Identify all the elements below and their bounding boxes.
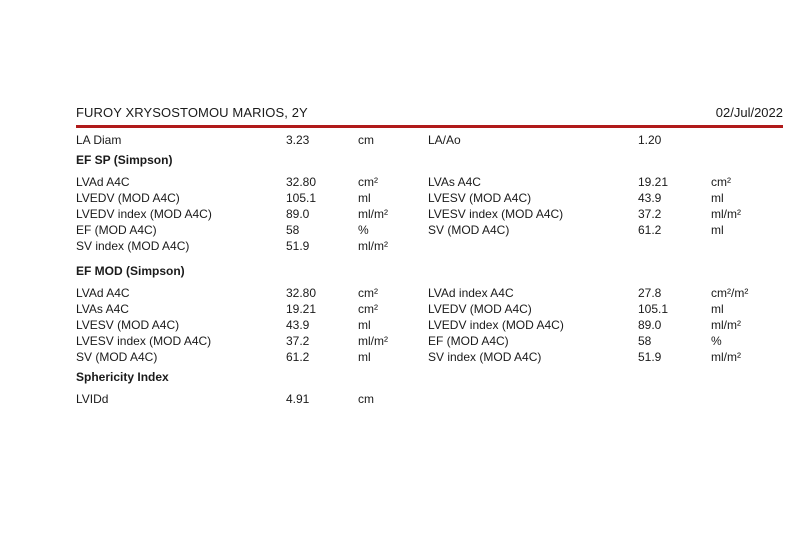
measurement-unit: ml/m² <box>711 350 741 364</box>
measurement-unit: ml/m² <box>358 239 388 253</box>
measurement-value: 37.2 <box>286 334 310 348</box>
measurement-unit: % <box>711 334 722 348</box>
measurement-label: LVESV index (MOD A4C) <box>76 334 212 348</box>
measurement-unit: cm²/m² <box>711 286 749 300</box>
measurement-label: EF (MOD A4C) <box>76 223 157 237</box>
measurement-label: LVAs A4C <box>76 302 129 316</box>
measurement-row <box>76 132 783 148</box>
measurement-unit: cm <box>358 133 374 147</box>
measurement-row <box>76 174 783 190</box>
measurement-label: LVIDd <box>76 392 109 406</box>
measurement-row <box>76 190 783 206</box>
measurement-value: 19.21 <box>286 302 317 316</box>
measurement-value: 89.0 <box>286 207 310 221</box>
measurement-row <box>76 285 783 301</box>
measurement-value: 3.23 <box>286 133 310 147</box>
measurement-unit: ml/m² <box>358 207 388 221</box>
measurements-table <box>76 132 783 407</box>
measurement-unit: cm <box>358 392 374 406</box>
measurement-unit: cm² <box>711 175 731 189</box>
measurement-unit: ml <box>711 191 724 205</box>
measurement-value: 105.1 <box>638 302 669 316</box>
measurement-label: LVESV index (MOD A4C) <box>428 207 564 221</box>
measurement-value: 1.20 <box>638 133 662 147</box>
measurement-row <box>76 333 783 349</box>
measurement-unit: cm² <box>358 286 378 300</box>
measurement-label: LVAs A4C <box>428 175 481 189</box>
section-title-sphericity: Sphericity Index <box>76 370 169 384</box>
measurement-value: 58 <box>286 223 300 237</box>
measurement-value: 43.9 <box>638 191 662 205</box>
measurement-value: 51.9 <box>638 350 662 364</box>
measurement-value: 61.2 <box>638 223 662 237</box>
measurement-unit: cm² <box>358 175 378 189</box>
measurement-value: 89.0 <box>638 318 662 332</box>
measurement-label: SV (MOD A4C) <box>76 350 158 364</box>
measurement-value: 32.80 <box>286 286 317 300</box>
measurement-row <box>76 238 783 254</box>
measurement-label: SV (MOD A4C) <box>428 223 510 237</box>
section-heading <box>76 148 783 169</box>
measurement-label: LVEDV (MOD A4C) <box>76 191 180 205</box>
measurement-unit: ml/m² <box>358 334 388 348</box>
measurement-row <box>76 222 783 238</box>
measurement-row <box>76 206 783 222</box>
measurement-label: LVESV (MOD A4C) <box>428 191 532 205</box>
measurement-value: 27.8 <box>638 286 662 300</box>
section-title-ef-mod: EF MOD (Simpson) <box>76 264 185 278</box>
section-title-ef-sp: EF SP (Simpson) <box>76 153 173 167</box>
measurement-label: LA/Ao <box>428 133 461 147</box>
measurement-row <box>76 349 783 365</box>
section-heading <box>76 365 783 386</box>
report-date: 02/Jul/2022 <box>715 105 783 120</box>
measurement-unit: ml/m² <box>711 207 741 221</box>
measurement-label: SV index (MOD A4C) <box>76 239 190 253</box>
measurement-unit: ml <box>358 191 371 205</box>
measurement-label: LVAd A4C <box>76 175 130 189</box>
measurement-row <box>76 317 783 333</box>
measurement-unit: ml <box>358 318 371 332</box>
measurement-value: 4.91 <box>286 392 310 406</box>
section-heading <box>76 259 783 280</box>
measurement-row <box>76 301 783 317</box>
measurement-label: LVEDV index (MOD A4C) <box>76 207 212 221</box>
measurement-unit: ml <box>358 350 371 364</box>
measurement-value: 19.21 <box>638 175 669 189</box>
measurement-unit: ml <box>711 302 724 316</box>
patient-name: FUROY XRYSOSTOMOU MARIOS, 2Y <box>76 105 308 120</box>
measurement-label: LVAd A4C <box>76 286 130 300</box>
report-header <box>76 105 783 125</box>
measurement-label: SV index (MOD A4C) <box>428 350 542 364</box>
measurement-value: 32.80 <box>286 175 317 189</box>
measurement-value: 37.2 <box>638 207 662 221</box>
measurement-row <box>76 391 783 407</box>
header-divider <box>76 125 783 128</box>
measurement-label: EF (MOD A4C) <box>428 334 509 348</box>
measurement-value: 51.9 <box>286 239 310 253</box>
measurement-value: 58 <box>638 334 652 348</box>
measurement-unit: % <box>358 223 369 237</box>
measurement-label: LA Diam <box>76 133 122 147</box>
measurement-value: 105.1 <box>286 191 317 205</box>
measurement-value: 43.9 <box>286 318 310 332</box>
measurement-unit: ml <box>711 223 724 237</box>
measurement-value: 61.2 <box>286 350 310 364</box>
measurement-label: LVESV (MOD A4C) <box>76 318 180 332</box>
measurement-label: LVEDV (MOD A4C) <box>428 302 532 316</box>
measurement-unit: ml/m² <box>711 318 741 332</box>
measurement-label: LVAd index A4C <box>428 286 514 300</box>
measurement-unit: cm² <box>358 302 378 316</box>
measurement-label: LVEDV index (MOD A4C) <box>428 318 564 332</box>
